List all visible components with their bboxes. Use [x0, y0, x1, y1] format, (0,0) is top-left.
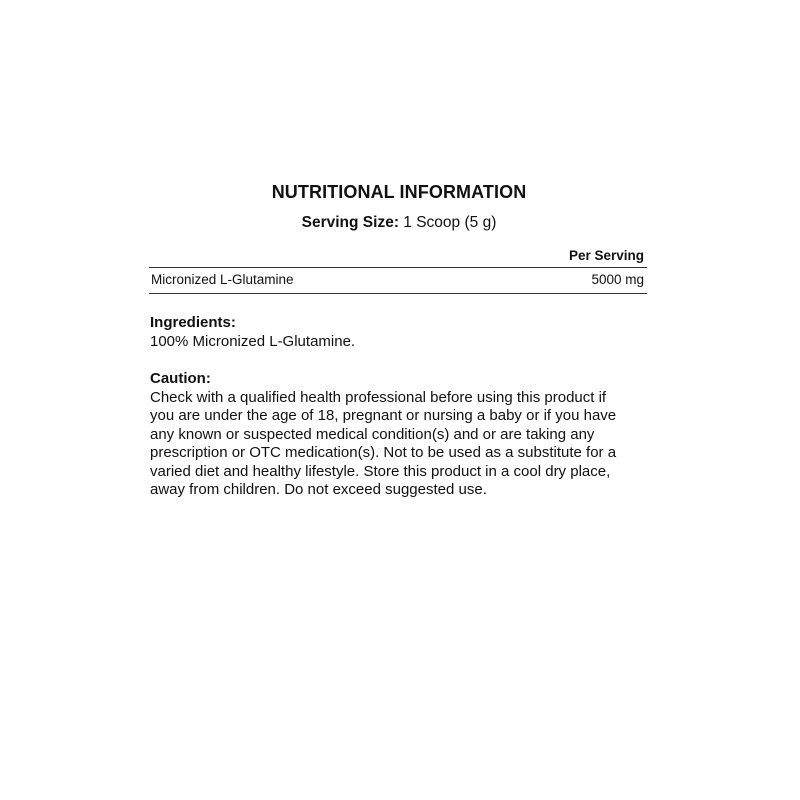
ingredients-heading: Ingredients:: [150, 314, 236, 331]
nutrition-table: [149, 247, 647, 294]
serving-size: [149, 213, 649, 233]
per-serving-header: Per Serving: [149, 247, 647, 268]
nutrition-label: [149, 180, 649, 500]
caution-line: you are under the age of 18, pregnant or nursing a baby or if you have: [150, 407, 617, 424]
caution-section: [149, 370, 649, 500]
ingredients-text: 100% Micronized L-Glutamine.: [150, 332, 356, 350]
caution-line: away from children. Do not exceed suggested use.: [150, 481, 487, 498]
caution-line: any known or suspected medical condition(s) and or are taking any: [150, 425, 595, 443]
caution-heading: Caution:: [150, 370, 211, 387]
nutrient-name: Micronized L-Glutamine: [151, 272, 294, 287]
serving-size-label: Serving Size:: [301, 214, 399, 231]
caution-line: varied diet and healthy lifestyle. Store this product in a cool dry place,: [150, 462, 611, 480]
ingredients-section: [149, 314, 649, 351]
caution-line: Check with a qualified health professional before using this product if: [150, 388, 607, 406]
label-title: NUTRITIONAL INFORMATION: [271, 182, 527, 202]
caution-text: [150, 389, 650, 500]
serving-size-value: 1 Scoop (5 g): [403, 214, 497, 231]
nutrient-amount: 5000 mg: [591, 272, 644, 287]
caution-line: prescription or OTC medication(s). Not to be used as a substitute for a: [150, 444, 617, 461]
table-row: [149, 268, 647, 294]
